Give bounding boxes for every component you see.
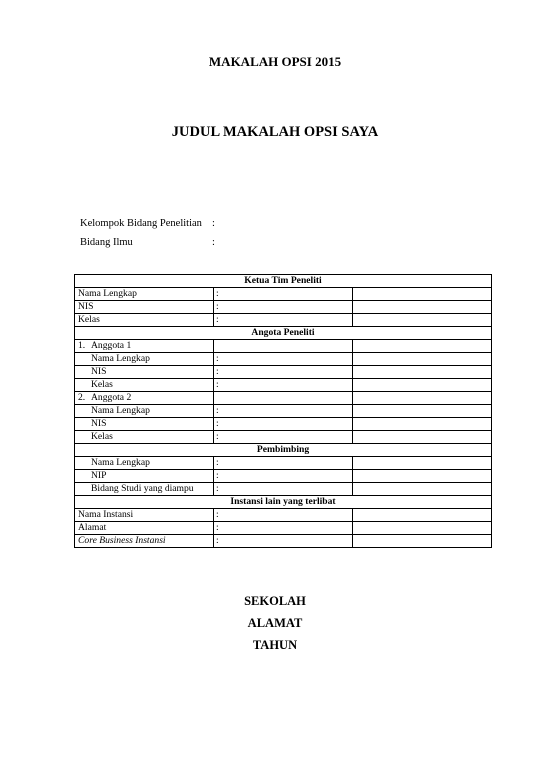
table-row [75,470,492,483]
row-label [75,392,214,405]
table-row [75,418,492,431]
table-row [75,535,492,548]
colon: : [214,418,353,431]
section-header: Pembimbing [75,444,492,457]
table-row [75,301,492,314]
empty-cell [214,392,353,405]
kelompok-bidang-label: Kelompok Bidang Penelitian [80,218,202,229]
bidang-ilmu-label: Bidang Ilmu [80,237,133,248]
value-cell[interactable] [353,509,492,522]
row-label [75,340,214,353]
value-cell[interactable] [353,431,492,444]
colon: : [214,301,353,314]
table-row [75,340,492,353]
table-row [75,392,492,405]
colon: : [214,470,353,483]
section-header: Angota Peneliti [75,327,492,340]
colon: : [214,288,353,301]
colon: : [214,431,353,444]
colon: : [212,237,215,248]
row-label: NIP [75,470,214,483]
row-label: Kelas [75,314,214,327]
table-row [75,379,492,392]
row-label: Alamat [75,522,214,535]
colon: : [214,522,353,535]
year: TAHUN [252,638,298,652]
colon: : [214,366,353,379]
value-cell[interactable] [353,457,492,470]
colon: : [214,483,353,496]
colon: : [214,379,353,392]
empty-cell [214,340,353,353]
value-cell[interactable] [353,405,492,418]
table-row [75,457,492,470]
table-row [75,483,492,496]
value-cell[interactable] [353,353,492,366]
table-row [75,522,492,535]
section-header: Instansi lain yang terlibat [75,496,492,509]
colon: : [214,509,353,522]
school-address: ALAMAT [247,616,303,630]
table-row [75,509,492,522]
member-label: Anggota 1 [91,340,132,351]
row-label: Core Business Instansi [75,535,214,548]
row-label: Nama Lengkap [75,353,214,366]
value-cell[interactable] [353,470,492,483]
table-row [75,431,492,444]
member-label: Anggota 2 [91,392,132,403]
table-row [75,353,492,366]
row-label: Nama Lengkap [75,405,214,418]
table-row [75,366,492,379]
colon: : [214,353,353,366]
empty-cell [353,340,492,353]
empty-cell [353,392,492,405]
value-cell[interactable] [353,314,492,327]
value-cell[interactable] [353,522,492,535]
bidang-ilmu-field [80,237,215,248]
document-top-title: MAKALAH OPSI 2015 [208,54,342,69]
value-cell[interactable] [353,301,492,314]
anggota-header-row [75,327,492,340]
row-label: Nama Instansi [75,509,214,522]
value-cell[interactable] [353,418,492,431]
section-header: Ketua Tim Peneliti [75,275,492,288]
row-label: Nama Lengkap [75,457,214,470]
table-row [75,405,492,418]
paper-title: JUDUL MAKALAH OPSI SAYA [171,124,379,140]
pembimbing-header-row [75,444,492,457]
row-label: Bidang Studi yang diampu [75,483,214,496]
value-cell[interactable] [353,535,492,548]
row-label: Nama Lengkap [75,288,214,301]
researcher-form-table [74,274,492,548]
row-label: NIS [75,301,214,314]
colon: : [214,314,353,327]
value-cell[interactable] [353,288,492,301]
row-label: Kelas [75,379,214,392]
value-cell[interactable] [353,483,492,496]
kelompok-bidang-field [80,218,215,229]
value-cell[interactable] [353,366,492,379]
list-number: 2. [78,392,86,403]
colon: : [214,535,353,548]
row-label: Kelas [75,431,214,444]
row-label: NIS [75,366,214,379]
instansi-header-row [75,496,492,509]
colon: : [214,405,353,418]
row-label: NIS [75,418,214,431]
value-cell[interactable] [353,379,492,392]
list-number: 1. [78,340,86,351]
school-name: SEKOLAH [244,594,306,608]
ketua-header-row [75,275,492,288]
colon: : [212,218,215,229]
table-row [75,288,492,301]
colon: : [214,457,353,470]
table-row [75,314,492,327]
